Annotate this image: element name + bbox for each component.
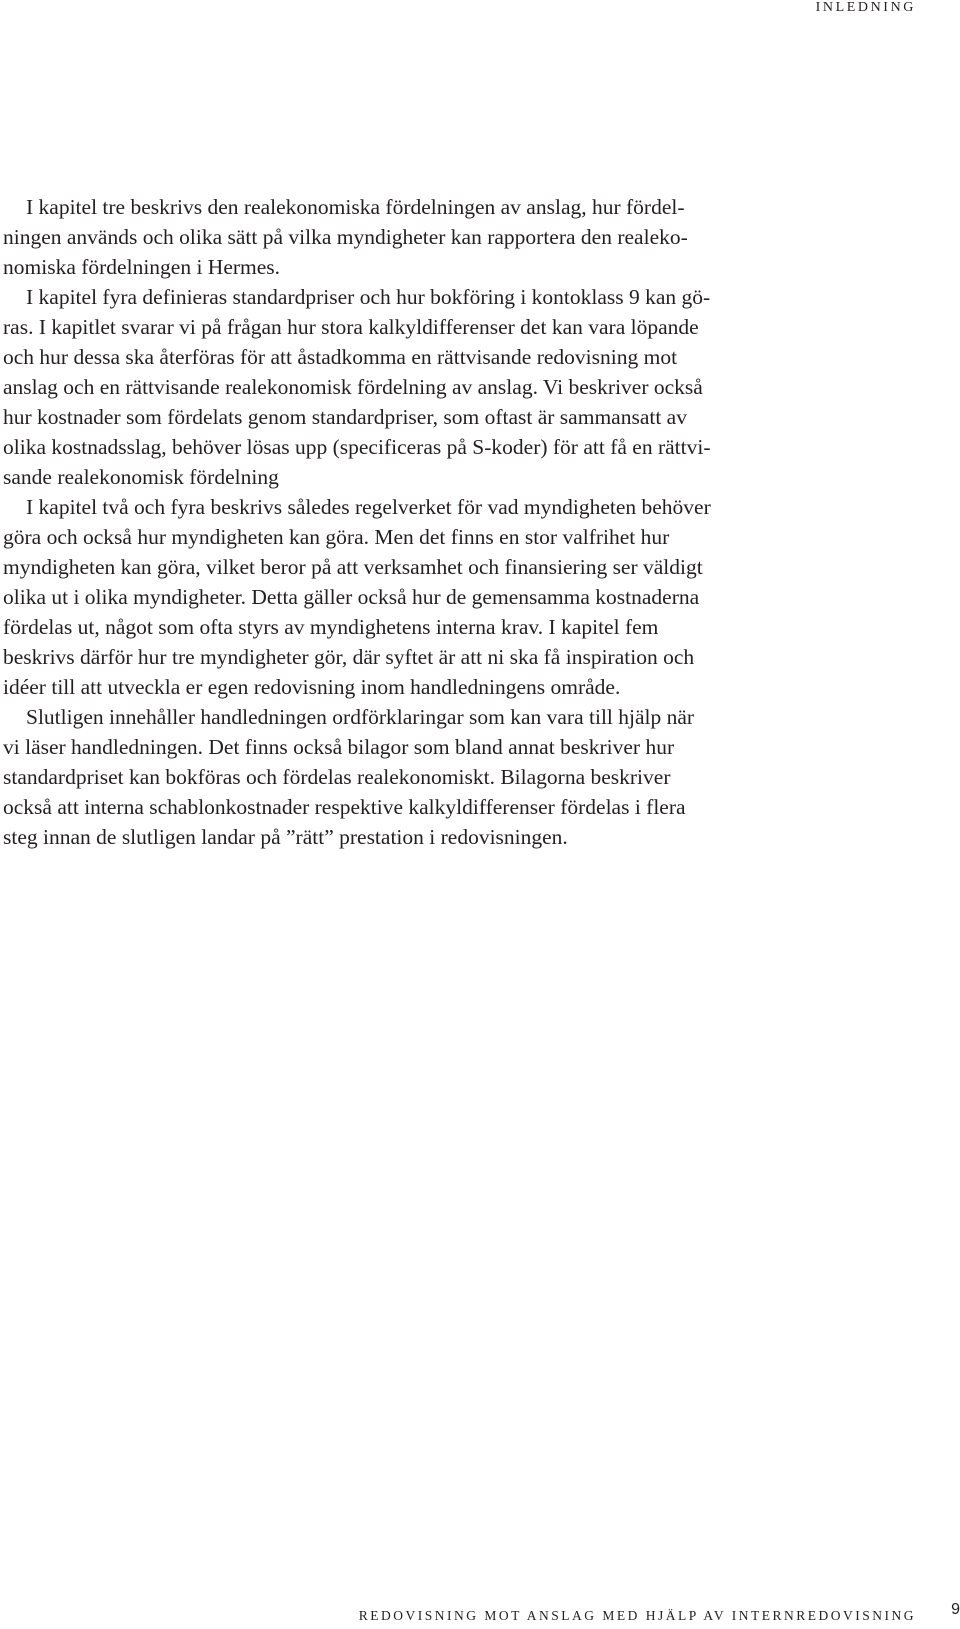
text-line: nomiska fördelningen i Hermes. — [3, 255, 281, 279]
text-line: beskrivs därför hur tre myndigheter gör, där syftet är att ni ska få inspiration och — [3, 645, 695, 669]
text-line: Slutligen innehåller handledningen ordförklaringar som kan vara till hjälp när — [26, 705, 695, 729]
text-line: fördelas ut, något som ofta styrs av myndighetens interna krav. I kapitel fem — [3, 615, 659, 639]
text-line: olika kostnadsslag, behöver lösas upp (specificeras på S-koder) för att få en rättvi- — [3, 435, 711, 459]
text-line: I kapitel två och fyra beskrivs således regelverket för vad myndigheten behöver — [26, 495, 711, 519]
text-line: olika ut i olika myndigheter. Detta gäller också hur de gemensamma kostnaderna — [3, 585, 700, 609]
text-line: också att interna schablonkostnader respektive kalkyldifferenser fördelas i flera — [3, 795, 686, 819]
text-line: I kapitel tre beskrivs den realekonomiska fördelningen av anslag, hur fördel- — [26, 195, 685, 219]
text-line: idéer till att utveckla er egen redovisning inom handledningens område. — [3, 675, 621, 699]
footer-document-title: REDOVISNING MOT ANSLAG MED HJÄLP AV INTERNREDOVISNING — [358, 1608, 916, 1623]
text-line: I kapitel fyra definieras standardpriser och hur bokföring i kontoklass 9 kan gö- — [26, 285, 711, 309]
text-line: och hur dessa ska återföras för att åstadkomma en rättvisande redovisning mot — [3, 345, 678, 369]
text-line: vi läser handledningen. Det finns också bilagor som bland annat beskriver hur — [3, 735, 675, 759]
text-line: myndigheten kan göra, vilket beror på att verksamhet och finansiering ser väldigt — [3, 555, 703, 579]
text-line: ningen används och olika sätt på vilka myndigheter kan rapportera den realeko- — [3, 225, 688, 249]
text-line: hur kostnader som fördelats genom standardpriser, som oftast är sammansatt av — [3, 405, 687, 429]
text-line: ras. I kapitlet svarar vi på frågan hur stora kalkyldifferenser det kan vara löpande — [3, 315, 699, 339]
running-header: INLEDNING — [815, 0, 916, 15]
text-line: sande realekonomisk fördelning — [3, 465, 279, 489]
text-line: standardpriset kan bokföras och fördelas realekonomiskt. Bilagorna beskriver — [3, 765, 671, 789]
page-number: 9 — [951, 1601, 960, 1618]
text-line: anslag och en rättvisande realekonomisk fördelning av anslag. Vi beskriver också — [3, 375, 703, 399]
text-line: steg innan de slutligen landar på ”rätt” prestation i redovisningen. — [3, 825, 568, 849]
text-line: göra och också hur myndigheten kan göra. Men det finns en stor valfrihet hur — [3, 525, 670, 549]
